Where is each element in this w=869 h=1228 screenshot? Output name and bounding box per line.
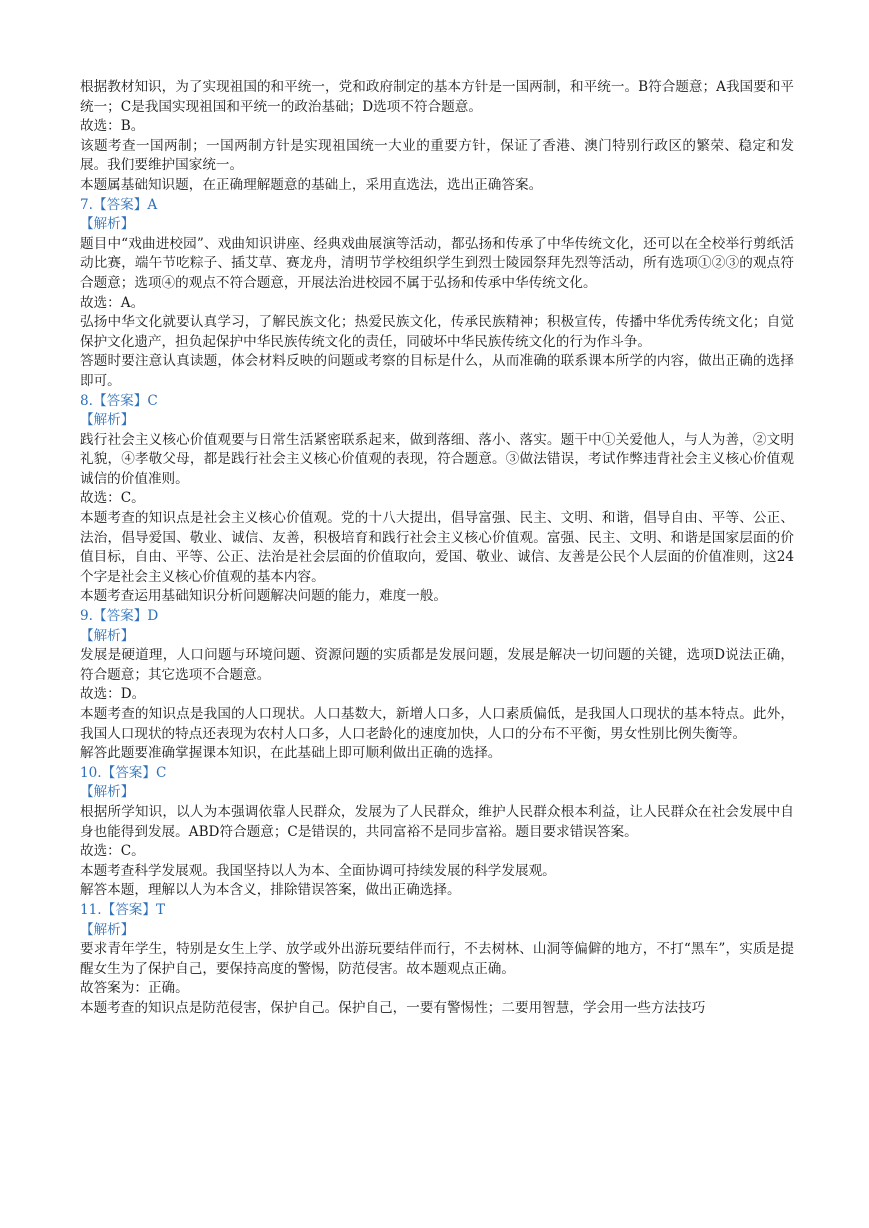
answer-heading: 10.【答案】C (80, 764, 167, 781)
paragraph: 题目中“戏曲进校园”、戏曲知识讲座、经典戏曲展演等活动，都弘扬和传承了中华传统文化，还可以在全校举行剪纸活动比赛，端午节吃粽子、插艾草、赛龙舟，清明节学校组织学生到烈士陵园祭拜先烈等活动，所有选项①②③的观点符合题意；选项④的观点不符合题意，开展法治进校园不属于弘扬和传承中华传统文化。 (80, 235, 794, 291)
paragraph: 答题时要注意认真读题，体会材料反映的问题或考察的目标是什么，从而准确的联系课本所学的内容，做出正确的选择即可。 (80, 353, 794, 389)
answer-heading: 9.【答案】D (80, 608, 159, 625)
analysis-heading: 【解析】 (80, 627, 135, 644)
analysis-heading: 【解析】 (80, 921, 135, 938)
paragraph: 本题考查的知识点是社会主义核心价值观。党的十八大提出，倡导富强、民主、文明、和谐，倡导自由、平等、公正、法治，倡导爱国、敬业、诚信、友善，积极培育和践行社会主义核心价值观。富强、民主、文明、和谐是国家层面的价值目标，自由、平等、公正、法治是社会层面的价值取向，爱国、敬业、诚信、友善是公民个人层面的价值准则，这24个字是社会主义核心价值观的基本内容。 (80, 510, 794, 585)
paragraph: 故选：D。 (80, 686, 146, 703)
paragraph: 该题考查一国两制；一国两制方针是实现祖国统一大业的重要方针，保证了香港、澳门特别行政区的繁荣、稳定和发展。我们要维护国家统一。 (80, 137, 794, 174)
paragraph: 本题考查的知识点是我国的人口现状。人口基数大，新增人口多，人口素质偏低，是我国人口现状的基本特点。此外，我国人口现状的特点还表现为农村人口多，人口老龄化的速度加快，人口的分布不平衡，男女性别比例失衡等。 (80, 706, 794, 742)
answer-heading: 7.【答案】A (80, 196, 158, 213)
paragraph: 故选：B。 (80, 118, 145, 135)
paragraph: 本题考查的知识点是防范侵害，保护自己。保护自己，一要有警惕性；二要用智慧，学会用一些方法技巧 (80, 999, 706, 1016)
paragraph: 解答本题，理解以人为本含义，排除错误答案，做出正确选择。 (80, 882, 461, 899)
paragraph: 故选：C。 (80, 843, 145, 860)
paragraph: 故答案为：正确。 (80, 980, 189, 997)
paragraph: 根据教材知识，为了实现祖国的和平统一，党和政府制定的基本方针是一国两制，和平统一。B符合题意；A我国要和平统一；C是我国实现祖国和平统一的政治基础；D选项不符合题意。 (80, 79, 794, 115)
paragraph: 故选：C。 (80, 490, 145, 507)
paragraph: 要求青年学生，特别是女生上学、放学或外出游玩要结伴而行，不去树林、山洞等偏僻的地方，不打“黑车”，实质是提醒女生为了保护自己，要保持高度的警惕，防范侵害。故本题观点正确。 (80, 941, 794, 977)
paragraph: 根据所学知识，以人为本强调依靠人民群众，发展为了人民群众，维护人民群众根本利益，让人民群众在社会发展中自身也能得到发展。ABD符合题意；C是错误的，共同富裕不是同步富裕。题目要求错误答案。 (80, 803, 794, 840)
paragraph: 本题考查运用基础知识分析问题解决问题的能力，难度一般。 (80, 588, 448, 605)
analysis-heading: 【解析】 (80, 412, 135, 429)
paragraph: 践行社会主义核心价值观要与日常生活紧密联系起来，做到落细、落小、落实。题干中①关爱他人，与人为善，②文明礼貌，④孝敬父母，都是践行社会主义核心价值观的表现，符合题意。③做法错误，考试作弊违背社会主义核心价值观诚信的价值准则。 (80, 431, 794, 487)
paragraph: 本题属基础知识题，在正确理解题意的基础上，采用直选法，选出正确答案。 (80, 176, 543, 193)
analysis-heading: 【解析】 (80, 216, 135, 233)
answer-heading: 8.【答案】C (80, 392, 158, 409)
analysis-heading: 【解析】 (80, 784, 135, 801)
answer-document (80, 78, 794, 1019)
paragraph: 解答此题要准确掌握课本知识，在此基础上即可顺利做出正确的选择。 (80, 745, 502, 762)
paragraph: 发展是硬道理，人口问题与环境问题、资源问题的实质都是发展问题，发展是解决一切问题的关键，选项D说法正确，符合题意；其它选项不合题意。 (80, 647, 794, 683)
paragraph: 弘扬中华文化就要认真学习，了解民族文化；热爱民族文化，传承民族精神；积极宣传，传播中华优秀传统文化；自觉保护文化遗产，担负起保护中华民族传统文化的责任，同破坏中华民族传统文化的行为作斗争。 (80, 314, 794, 350)
paragraph: 故选：A。 (80, 294, 145, 311)
answer-heading: 11.【答案】T (80, 901, 166, 918)
paragraph: 本题考查科学发展观。我国坚持以人为本、全面协调可持续发展的科学发展观。 (80, 862, 556, 879)
